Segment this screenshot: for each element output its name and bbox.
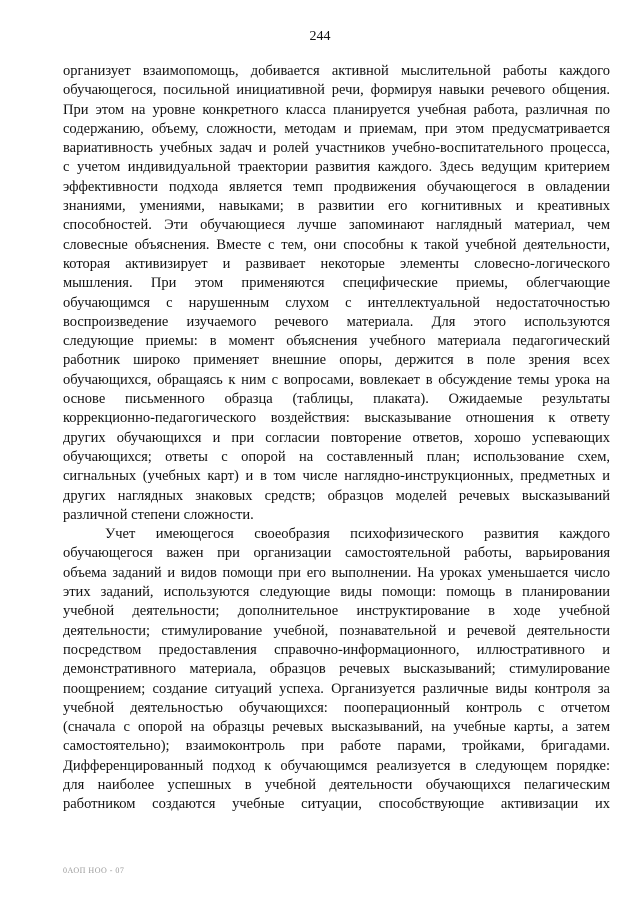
page-number: 244 [309,29,331,44]
text-line: обучающегося важен при организации самостоятельной работы, варьирования [63,545,610,562]
text-line: учебной деятельности; дополнительное инструктирование в ходе учебной [63,603,610,620]
text-line: сигнальных (учебных карт) и в том числе наглядно-инструкционных, предметных и [63,468,610,485]
text-line: обучающегося, посильной инициативной речи, формируя навыки речевого общения. [63,82,610,99]
text-line: объема заданий и видов помощи при его выполнении. На уроках уменьшается число [63,564,610,581]
text-line: обучающимся с нарушенным слухом с интеллектуальной недостаточностью [63,294,610,311]
text-line: При этом на уровне конкретного класса планируется учебная работа, различная по [63,101,610,118]
text-line: вариативность учебных задач и ролей участников учебно-воспитательного процесса, [63,140,610,157]
text-line: которая активизирует и развивает некоторые элементы словесно-логического [63,255,610,272]
text-line: коррекционно-педагогического воздействия: высказывание отношения к ответу [63,410,610,427]
text-line: самостоятельно); взаимоконтроль при работе парами, тройками, бригадами. [63,738,610,755]
paragraph [63,525,610,814]
text-line: с учетом индивидуальной траектории развития каждого. Здесь ведущим критерием [63,159,610,176]
text-line: различной степени сложности. [63,506,254,523]
text-line: деятельности; стимулирование учебной, познавательной и речевой деятельности [63,622,610,639]
text-line: следующие приемы: в момент объяснения учебного материала педагогический [63,333,610,350]
text-line: обучающихся; ответы с опорой на составленный план; использование схем, [63,448,610,465]
text-line: организует взаимопомощь, добивается активной мыслительной работы каждого [63,63,610,79]
body-text [63,62,610,815]
text-line: основе письменного образца (таблицы, плаката). Ожидаемые результаты [63,391,610,408]
text-line: работник широко применяет внешние опоры, держится в поле зрения всех [63,352,610,369]
text-line: воспроизведение изучаемого речевого материала. Для этого используются [63,313,610,330]
text-line: мышления. При этом применяются специфические приемы, облегчающие [63,275,610,292]
text-line: содержанию, объему, сложности, методам и приемам, при этом предусматривается [63,120,610,137]
paragraph [63,62,610,525]
text-line: словесные объяснения. Вместе с тем, они способны к такой учебной деятельности, [63,236,610,253]
text-line: для наиболее успешных в учебной деятельности обучающихся пелагическим [63,776,610,793]
text-line: способностей. Эти обучающиеся лучше запоминают наглядный материал, чем [63,217,610,234]
text-line: Учет имеющегося своеобразия психофизического развития каждого [105,526,610,543]
text-line: Дифференцированный подход к обучающимся реализуется в следующем порядке: [63,757,610,774]
text-line: этих заданий, используются следующие виды помощи: помощь в планировании [63,584,610,601]
text-line: посредством предоставления справочно-информационного, иллюстративного и [63,641,610,658]
text-line: работником создаются учебные ситуации, способствующие активизации их [63,796,610,813]
text-line: эффективности подхода является темп продвижения обучающегося в овладении [63,178,610,195]
text-line: поощрением; создание ситуаций успеха. Организуется различные виды контроля за [63,680,610,697]
text-line: других обучающихся и при согласии повторение ответов, хорошо успевающих [63,429,610,446]
text-line: учебной деятельностью обучающихся: пооперационный контроль с отчетом [63,699,610,716]
footer-stamp: 0АОП НОО - 07 [63,866,125,875]
text-line: демонстративного материала, образцов речевых высказываний; стимулирование [63,661,610,678]
text-line: (сначала с опорой на образцы речевых высказываний, на учебные карты, а затем [63,719,610,736]
text-line: других наглядных знаковых средств; образцов моделей речевых высказываний [63,487,610,504]
text-line: знаниями, умениями, навыками; в развитии его когнитивных и креативных [63,198,610,215]
text-line: обучающихся, обращаясь к ним с вопросами, вовлекает в обсуждение темы урока на [63,371,610,388]
